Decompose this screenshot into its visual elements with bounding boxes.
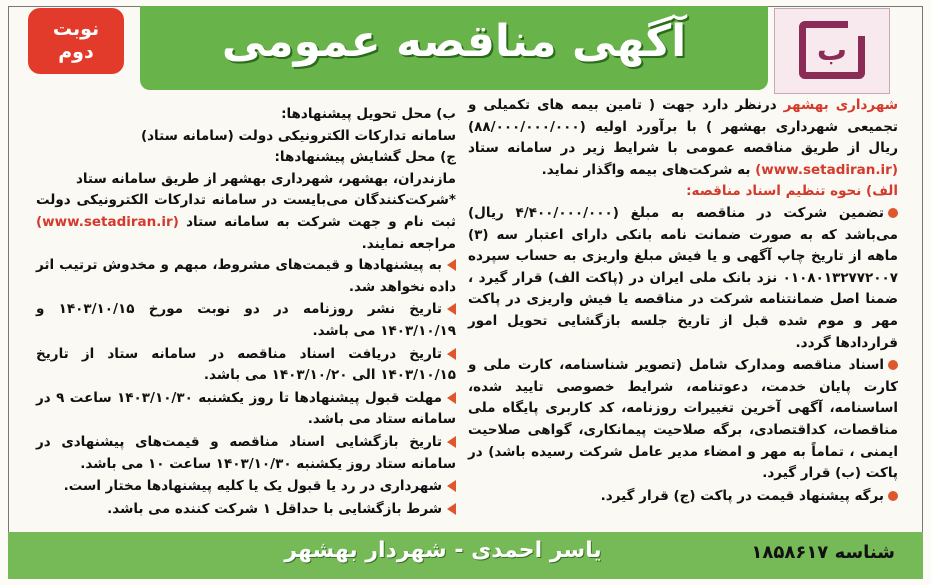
arrow-bullet-icon (447, 348, 456, 360)
title-banner (140, 6, 768, 90)
requirement-text: تضمین شرکت در مناقصه به مبلغ (۴/۴۰۰/۰۰۰/۰۰۰ ریال) می‌باشد که به صورت ضمانت نامه بانکی دارای اعتبار سه (۳) ماهه از تاریخ چاپ آگهی و یا فیش مبلغ واریزی به حساب سپرده ۰۱۰۸۰۱۳۲۷۷۲۰۰۷ نزد بانک ملی ایران در (پاکت الف) قرار گیرد ، ضمنا اصل ضمانتنامه شرکت در مناقصه یا فیش واریزی در پاکت مهر و موم شده قبل از تاریخ جلسه بازگشایی تحویل امور قراردادها گردد. (468, 204, 898, 351)
requirement-text: اسناد مناقصه ومدارک شامل (تصویر شناسنامه، کارت ملی و کارت پایان خدمت، دعوتنامه، شرایط خصوصی تایید شده، اساسنامه، آگهی آخرین تغییرات روزنامه، کد کاربری پایگاه ملی مناقصات، کداقتصادی، برگه صلاحیت پیمانکاری، گواهی صلاحیت ایمنی ، تماماً به مهر و امضاء مدیر عامل شرکت رسیده باشد) در پاکت (ب) قرار گیرد. (468, 357, 898, 482)
condition-item (36, 388, 456, 431)
condition-text: تاریخ دریافت اسناد مناقصه در سامانه ستاد از تاریخ ۱۴۰۳/۱۰/۱۵ الی ۱۴۰۳/۱۰/۲۰ می باشد. (36, 345, 456, 384)
right-column (468, 95, 898, 508)
section-c-heading: ج) محل گشایش پیشنهادها: (274, 149, 456, 166)
requirement-text: برگه پیشنهاد قیمت در پاکت (ج) قرار گیرد. (600, 487, 884, 504)
condition-text: شهرداری در رد یا قبول یک یا کلیه پیشنهادها مختار است. (63, 478, 442, 495)
condition-text: به پیشنهادها و قیمت‌های مشروط، مبهم و مخدوش ترتیب اثر داده نخواهد شد. (36, 257, 456, 295)
section-c-note-text: *شرکت‌کنندگان می‌بایست در سامانه تدارکات الکترونیکی دولت ثبت نام و جهت شرکت به سامانه ستاد (36, 192, 456, 230)
condition-text: شرط بازگشایی با حداقل ۱ شرکت کننده می باشد. (107, 500, 442, 517)
condition-item (36, 344, 456, 387)
condition-item (36, 299, 456, 342)
arrow-bullet-icon (447, 392, 456, 404)
section-c-text: مازندران، بهشهر، شهرداری بهشهر از طریق سامانه ستاد (75, 170, 456, 187)
page-title: آگهی مناقصه عمومی (221, 16, 687, 67)
section-b-heading: ب) محل تحویل پیشنهادها: (281, 106, 456, 122)
section-c-site-link: (www.setadiran.ir) (36, 213, 179, 230)
arrow-bullet-icon (447, 503, 456, 515)
intro-org: شهرداری بهشهر (783, 97, 899, 113)
condition-text: مهلت قبول پیشنهادها تا روز یکشنبه ۱۴۰۳/۱۰/۳۰ ساعت ۹ در سامانه ستاد می باشد. (36, 389, 456, 428)
requirement-item (468, 203, 898, 354)
requirement-item (468, 355, 898, 485)
section-c-note-end: مراجعه نمایند. (361, 235, 456, 252)
bullet-icon (888, 491, 898, 501)
notice-id: شناسه ۱۸۵۸۶۱۷ (751, 542, 895, 563)
badge-line-2: دوم (58, 41, 94, 63)
left-column (36, 104, 456, 521)
logo-mark-icon: ب (799, 21, 865, 79)
requirement-item (468, 486, 898, 508)
section-b-text: سامانه تدارکات الکترونیکی دولت (سامانه ستاد) (140, 127, 456, 144)
signature: یاسر احمدی - شهردار بهشهر (284, 538, 602, 563)
issue-badge (28, 8, 124, 74)
condition-item (36, 499, 456, 521)
municipality-logo (774, 8, 890, 94)
bullet-icon (888, 360, 898, 370)
condition-item (36, 432, 456, 475)
badge-line-1: نوبت (52, 18, 100, 40)
intro-site-link: (www.setadiran.ir) (755, 161, 898, 178)
condition-text: تاریخ بازگشایی اسناد مناقصه و قیمت‌های پیشنهادی در سامانه ستاد روز یکشنبه ۱۴۰۳/۱۰/۳۰ ساعت ۱۰ می باشد. (36, 433, 456, 472)
arrow-bullet-icon (447, 303, 456, 315)
section-a-heading: الف) نحوه تنظیم اسناد مناقصه: (686, 183, 898, 200)
arrow-bullet-icon (447, 259, 456, 271)
intro-text: درنظر دارد جهت ( تامین بیمه های تکمیلی و تجمیعی شهرداری بهشهر ) با برآورد اولیه (۸۸/۰۰۰/۰۰۰/۰۰۰) ریال از طریق مناقصه عمومی با شرایط زیر در سامانه ستاد (468, 97, 898, 157)
arrow-bullet-icon (447, 480, 456, 492)
condition-item (36, 476, 456, 498)
condition-text: تاریخ نشر روزنامه در دو نوبت مورخ ۱۴۰۳/۱۰/۱۵ و ۱۴۰۳/۱۰/۱۹ می باشد. (36, 301, 456, 339)
intro-paragraph (468, 95, 898, 181)
bullet-icon (888, 208, 898, 218)
section-c-note (36, 190, 456, 255)
footer-bar (8, 532, 923, 579)
arrow-bullet-icon (447, 436, 456, 448)
intro-end: به شرکت‌های بیمه واگذار نماید. (541, 161, 756, 178)
condition-item (36, 255, 456, 298)
